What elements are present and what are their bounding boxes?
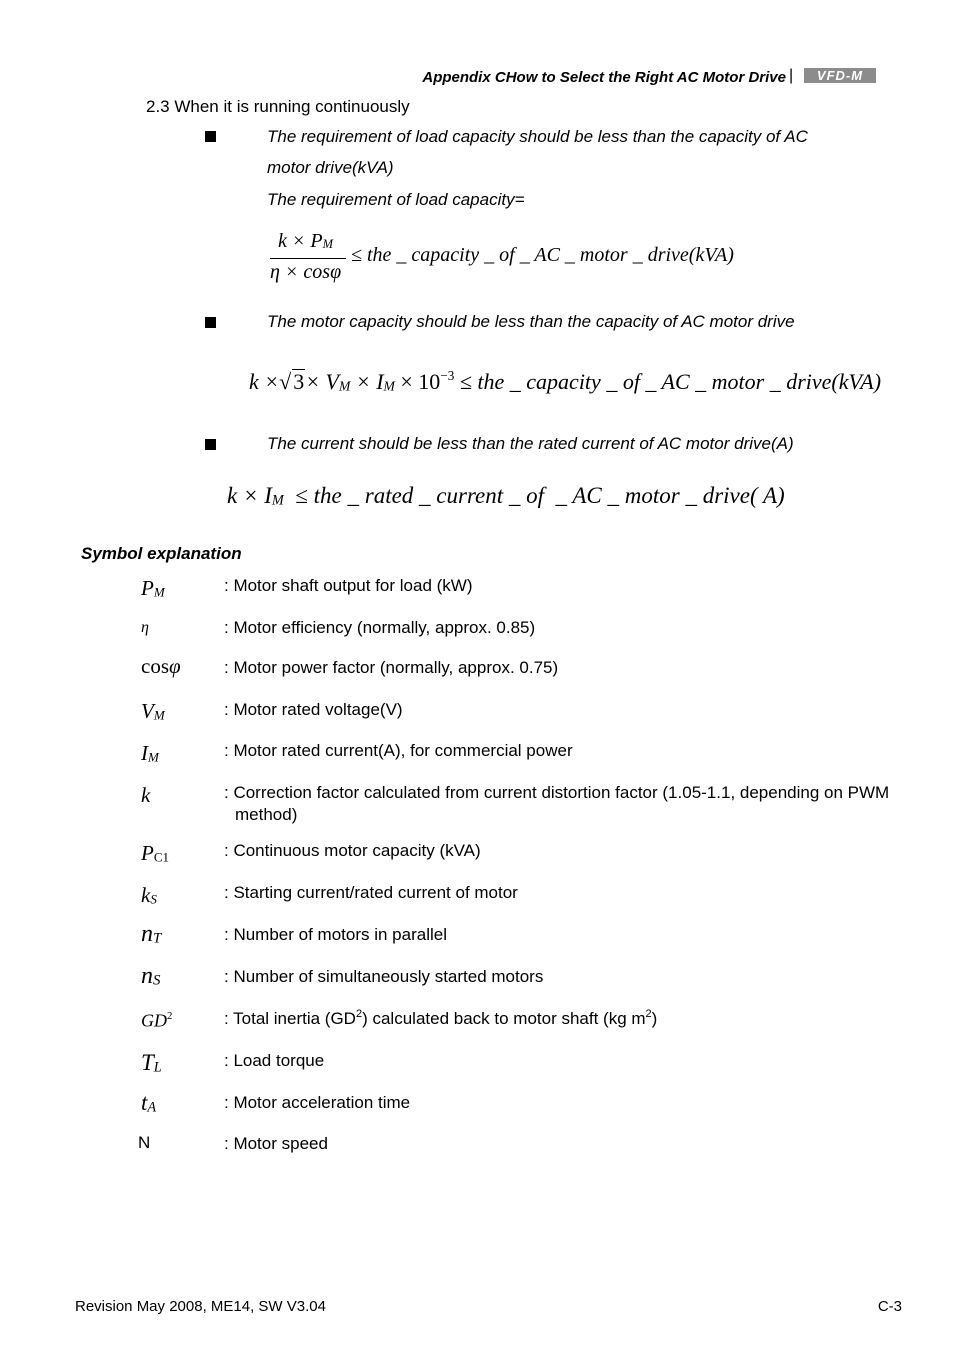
symbol-gd2: $GD^2$: [141, 1010, 173, 1031]
symbol-ns: nS: [141, 963, 161, 989]
symbol-n: N: [138, 1133, 151, 1152]
symbol-pc1-desc: : Continuous motor capacity (kVA): [224, 841, 481, 860]
symbol-cos-phi: cosφ: [141, 654, 181, 678]
vfd-m-logo: VFD-M: [804, 68, 876, 83]
bullet-marker: [205, 439, 216, 450]
bullet-1-line-2: motor drive(kVA): [267, 158, 394, 177]
symbol-ta-desc: : Motor acceleration time: [224, 1093, 411, 1112]
bullet-marker: [205, 317, 216, 328]
symbol-vm-desc: : Motor rated voltage(V): [224, 700, 403, 719]
section-heading: 2.3 When it is running continuously: [146, 97, 410, 116]
symbol-eta-desc: : Motor efficiency (normally, approx. 0.85): [224, 618, 536, 637]
bullet-1-line-1: The requirement of load capacity should be less than the capacity of AC: [267, 127, 808, 146]
formula-1-numerator: k × PM: [278, 230, 333, 252]
symbol-k-desc: : Correction factor calculated from current distortion factor (1.05-1.1, depending on PWM method): [224, 783, 890, 824]
bullet-1-line-3: The requirement of load capacity=: [267, 190, 525, 209]
symbol-explanation-heading: Symbol explanation: [81, 544, 242, 563]
symbol-ks-desc: : Starting current/rated current of motor: [224, 883, 518, 902]
symbol-vm: VM: [141, 699, 165, 723]
bullet-2-line-1: The motor capacity should be less than the capacity of AC motor drive: [267, 312, 795, 331]
formula-1-denominator: η × cosφ: [270, 261, 342, 283]
symbol-tl: TL: [141, 1050, 162, 1076]
formula-1-fraction-bar: [270, 258, 346, 259]
symbol-pm: PM: [141, 576, 165, 600]
symbol-k: k: [141, 783, 151, 807]
bullet-marker: [205, 131, 216, 142]
symbol-tl-desc: : Load torque: [224, 1051, 325, 1070]
symbol-pc1: PC1: [141, 841, 170, 865]
symbol-ns-desc: : Number of simultaneously started motors: [224, 967, 544, 986]
symbol-nt: nT: [141, 921, 162, 947]
header-separator: |: [789, 67, 794, 84]
formula-3: k × IM ≤ the _ rated _ current _ of _ AC _ motor _ drive( A): [227, 483, 785, 509]
symbol-cos-phi-desc: : Motor power factor (normally, approx. 0.75): [224, 658, 559, 677]
symbol-im: IM: [141, 741, 159, 765]
symbol-n-desc: : Motor speed: [224, 1134, 328, 1153]
formula-1-rhs: ≤ the _ capacity _ of _ AC _ motor _ drive(kVA): [351, 244, 734, 266]
symbol-ta: tA: [141, 1090, 157, 1116]
footer-page-number: C-3: [877, 1298, 902, 1315]
symbol-im-desc: : Motor rated current(A), for commercial power: [224, 741, 573, 760]
symbol-nt-desc: : Number of motors in parallel: [224, 925, 447, 944]
formula-2: k ×√3× VM × IM × $10^{-3}$ ≤ the _ capacity _ of _ AC _ motor _ drive(kVA): [249, 368, 882, 395]
header-title: Appendix CHow to Select the Right AC Motor Drive: [422, 69, 786, 86]
sqrt-radicand: 3: [293, 369, 305, 395]
bullet-3-line-1: The current should be less than the rated current of AC motor drive(A): [267, 434, 794, 453]
symbol-pm-desc: : Motor shaft output for load (kW): [224, 576, 473, 595]
footer-revision: Revision May 2008, ME14, SW V3.04: [75, 1298, 326, 1315]
symbol-ks: kS: [141, 883, 157, 907]
symbol-eta: η: [141, 619, 149, 636]
symbol-gd2-desc: : Total inertia $(GD^2)$ calculated back to motor shaft (kg $m^2$): [224, 1008, 658, 1028]
